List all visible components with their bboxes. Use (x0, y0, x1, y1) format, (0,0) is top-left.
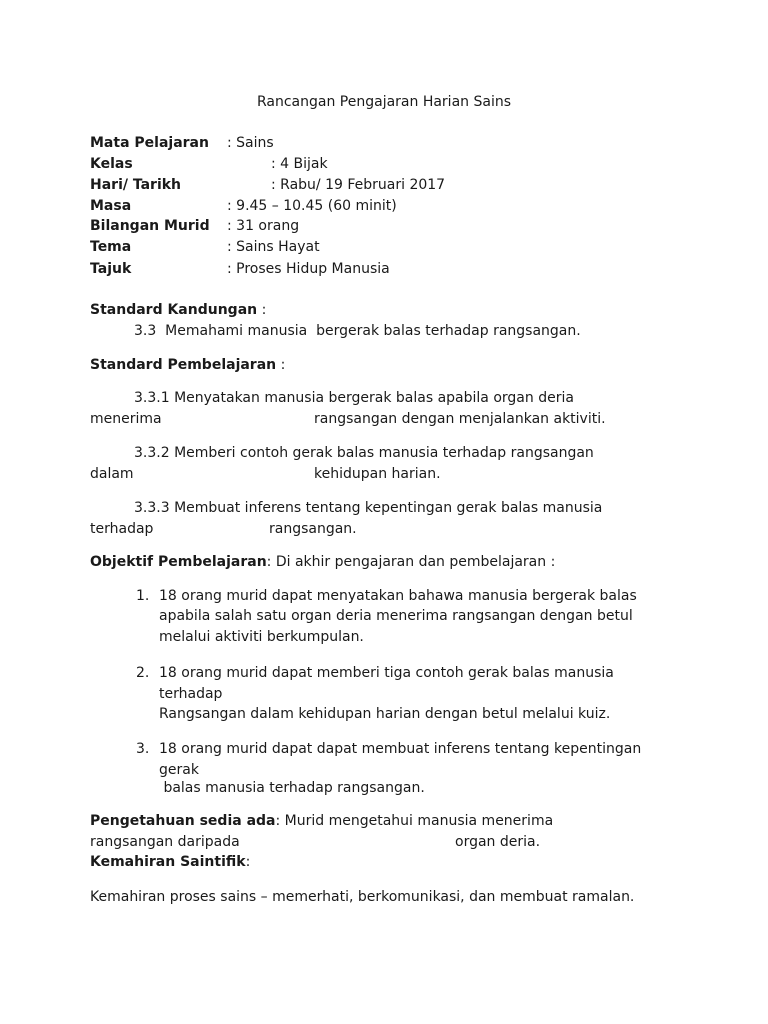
standard-pembelajaran-heading-line (90, 357, 285, 374)
standard-kandungan-item: 3.3 Memahami manusia bergerak balas terhadap rangsangan. (134, 323, 581, 339)
objektif-2-line1: 18 orang murid dapat memberi tiga contoh gerak balas manusia (159, 665, 614, 681)
sp-item-3-line1: 3.3.3 Membuat inferens tentang kepentingan gerak balas manusia (134, 500, 603, 516)
document-title: Rancangan Pengajaran Harian Sains (256, 94, 511, 110)
sp-item-2-line1: 3.3.2 Memberi contoh gerak balas manusia terhadap rangsangan (134, 445, 594, 461)
sp-item-1-line2a: menerima (90, 411, 162, 427)
sp-item-1-line2b: rangsangan dengan menjalankan aktiviti. (314, 411, 606, 427)
sp-item-3-line2a: terhadap (90, 521, 154, 537)
standard-kandungan-heading-line (90, 302, 266, 319)
objektif-1-number: 1. (136, 588, 150, 604)
info-value-kelas: : 4 Bijak (271, 156, 328, 172)
pengetahuan-line1 (90, 813, 553, 830)
kemahiran-colon: : (245, 854, 251, 870)
sp-item-1-line1: 3.3.1 Menyatakan manusia bergerak balas apabila organ deria (134, 390, 574, 406)
objektif-intro: : Di akhir pengajaran dan pembelajaran : (266, 554, 556, 570)
objektif-2-line2: terhadap (159, 686, 223, 702)
pengetahuan-line2b: organ deria. (455, 834, 541, 850)
info-value-mata-pelajaran: : Sains (227, 135, 274, 151)
objektif-3-line2: gerak (159, 762, 199, 778)
standard-pembelajaran-colon: : (276, 357, 286, 373)
sp-item-2-line2b: kehidupan harian. (314, 466, 441, 482)
objektif-1-line1: 18 orang murid dapat menyatakan bahawa manusia bergerak balas (159, 588, 637, 604)
info-label-bilangan-murid: Bilangan Murid (90, 218, 210, 234)
objektif-3-line1: 18 orang murid dapat dapat membuat inferens tentang kepentingan (159, 741, 642, 757)
standard-pembelajaran-heading: Standard Pembelajaran (90, 357, 277, 373)
standard-kandungan-heading: Standard Kandungan (90, 302, 258, 318)
info-label-tema: Tema (90, 239, 132, 255)
standard-kandungan-colon: : (257, 302, 267, 318)
objektif-2-number: 2. (136, 665, 150, 681)
info-value-hari-tarikh: : Rabu/ 19 Februari 2017 (271, 177, 446, 193)
objektif-1-line2: apabila salah satu organ deria menerima rangsangan dengan betul (159, 608, 633, 624)
objektif-3-number: 3. (136, 741, 150, 757)
kemahiran-text: Kemahiran proses sains – memerhati, berkomunikasi, dan membuat ramalan. (90, 889, 635, 905)
info-label-tajuk: Tajuk (90, 261, 132, 277)
objektif-2-line3: Rangsangan dalam kehidupan harian dengan betul melalui kuiz. (159, 706, 611, 722)
objektif-heading-line (90, 554, 555, 571)
pengetahuan-heading: Pengetahuan sedia ada (90, 813, 276, 829)
objektif-1-line3: melalui aktiviti berkumpulan. (159, 629, 364, 645)
objektif-heading: Objektif Pembelajaran (90, 554, 267, 570)
pengetahuan-text: : Murid mengetahui manusia menerima (275, 813, 554, 829)
sp-item-3-line2b: rangsangan. (269, 521, 357, 537)
info-value-bilangan-murid: : 31 orang (227, 218, 300, 234)
info-label-mata-pelajaran: Mata Pelajaran (90, 135, 209, 151)
pengetahuan-line2a: rangsangan daripada (90, 834, 240, 850)
info-value-tajuk: : Proses Hidup Manusia (227, 261, 390, 277)
info-value-tema: : Sains Hayat (227, 239, 320, 255)
objektif-3-line3: balas manusia terhadap rangsangan. (159, 780, 425, 796)
kemahiran-heading: Kemahiran Saintifik (90, 854, 246, 870)
info-label-hari-tarikh: Hari/ Tarikh (90, 177, 182, 193)
info-label-kelas: Kelas (90, 156, 133, 172)
kemahiran-heading-line (90, 854, 250, 871)
info-label-masa: Masa (90, 198, 132, 214)
sp-item-2-line2a: dalam (90, 466, 134, 482)
info-value-masa: : 9.45 – 10.45 (60 minit) (227, 198, 397, 214)
